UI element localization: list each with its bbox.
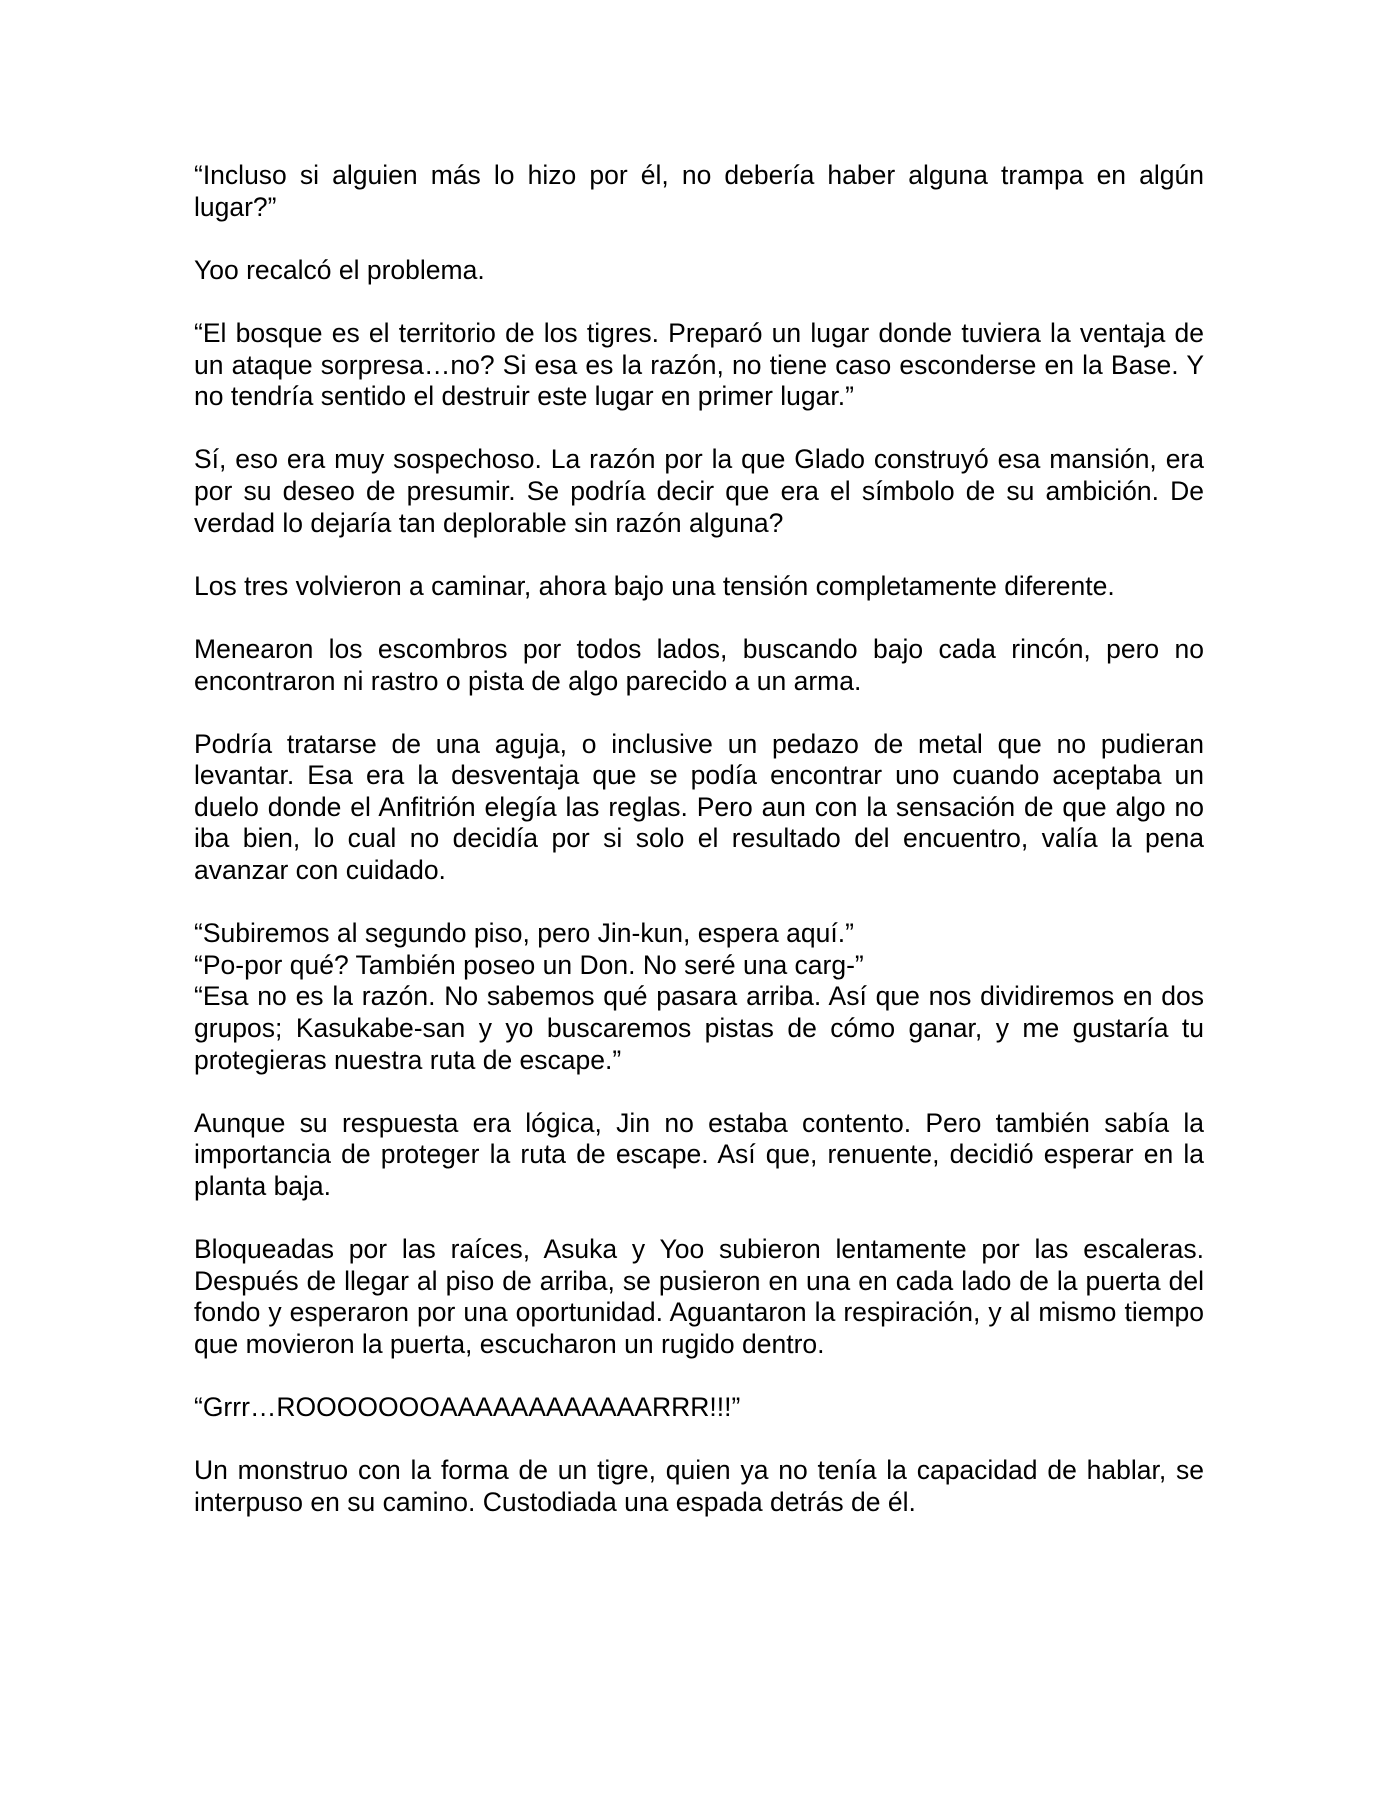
paragraph: Los tres volvieron a caminar, ahora bajo una tensión completamente diferente.: [194, 570, 1115, 601]
paragraph: Podría tratarse de una aguja, o inclusive un pedazo de metal que no pudieran levantar. Esa era la desventaja que se podía encontrar uno cuando aceptaba un duelo donde el Anfitrión elegía las reglas. Pero aun con la sensación de que algo no iba bien, lo cual no decidía por si solo el resultado del encuentro, valía la pena avanzar con cuidado.: [194, 728, 1204, 886]
paragraph: “Incluso si alguien más lo hizo por él, no debería haber alguna trampa en algún lugar?”: [194, 160, 1204, 222]
paragraph: Menearon los escombros por todos lados, buscando bajo cada rincón, pero no encontraron ni rastro o pista de algo parecido a un arma.: [194, 633, 1204, 696]
paragraph: Bloqueadas por las raíces, Asuka y Yoo subieron lentamente por las escaleras. Después de llegar al piso de arriba, se pusieron en una en cada lado de la puerta del fondo y esperaron por una oportunidad. Aguantaron la respiración, y al mismo tiempo que movieron la puerta, escucharon un rugido dentro.: [194, 1234, 1204, 1359]
paragraph: Sí, eso era muy sospechoso. La razón por la que Glado construyó esa mansión, era por su deseo de presumir. Se podría decir que era el símbolo de su ambición. De verdad lo dejaría tan deplorable sin razón alguna?: [194, 444, 1204, 538]
dialogue-line: “Grrr…ROOOOOOOAAAAAAAAAAAARRR!!!”: [194, 1392, 741, 1423]
paragraph: “El bosque es el territorio de los tigres. Preparó un lugar donde tuviera la ventaja de un ataque sorpresa…no? Si esa es la razón, no tiene caso esconderse en la Base. Y no tendría sentido el destruir este lugar en primer lugar.”: [194, 317, 1204, 412]
dialogue-line: “Esa no es la razón. No sabemos qué pasara arriba. Así que nos dividiremos en dos grupos; Kasukabe-san y yo buscaremos pistas de cómo ganar, y me gustaría tu protegieras nuestra ruta de escape.”: [194, 981, 1204, 1075]
dialogue-line: “Po-por qué? También poseo un Don. No seré una carg-”: [194, 949, 864, 980]
paragraph: Un monstruo con la forma de un tigre, quien ya no tenía la capacidad de hablar, se interpuso en su camino. Custodiada una espada detrás de él.: [194, 1455, 1204, 1517]
document-body: [194, 160, 1204, 1519]
paragraph: Aunque su respuesta era lógica, Jin no estaba contento. Pero también sabía la importancia de proteger la ruta de escape. Así que, renuente, decidió esperar en la planta baja.: [194, 1107, 1204, 1201]
paragraph: Yoo recalcó el problema.: [194, 254, 485, 285]
dialogue-line: “Subiremos al segundo piso, pero Jin-kun, espera aquí.”: [194, 918, 854, 949]
